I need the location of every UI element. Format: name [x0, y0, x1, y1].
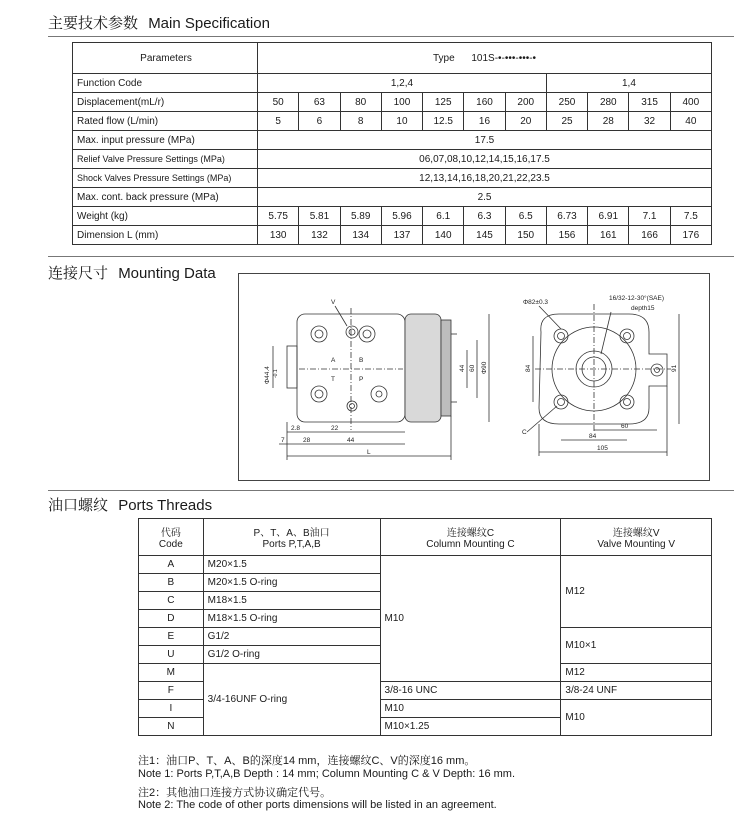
back-pressure-label: Max. cont. back pressure (MPa): [73, 188, 258, 207]
code-header-en: Code: [158, 539, 183, 550]
pt-header-en: Ports P,T,A,B: [262, 539, 321, 550]
dim-label: 44: [459, 364, 466, 372]
table-cell: 6.1: [423, 207, 464, 226]
v-cell: M10: [561, 700, 712, 736]
c-header-cn: 连接螺纹C: [446, 528, 495, 539]
dim-label: 60: [469, 364, 476, 372]
table-cell: 166: [629, 226, 670, 245]
table-cell: 137: [381, 226, 422, 245]
table-cell: 5.96: [381, 207, 422, 226]
table-row: [139, 556, 712, 574]
table-cell: 6.73: [546, 207, 587, 226]
table-cell: 50: [258, 93, 299, 112]
dim-label: 91: [671, 364, 678, 372]
function-code-row: [73, 74, 712, 93]
code-cell: F: [139, 682, 204, 700]
table-cell: 25: [546, 112, 587, 131]
code-cell: U: [139, 646, 204, 664]
dim-label: -0.1: [273, 369, 279, 378]
table-cell: 160: [464, 93, 505, 112]
dim-label: 16/32-12-30°(SAE): [609, 295, 664, 302]
table-cell: 250: [546, 93, 587, 112]
motor-section: [405, 314, 441, 422]
dim-label: 44: [347, 437, 355, 444]
table-cell: 32: [629, 112, 670, 131]
table-cell: 145: [464, 226, 505, 245]
table-cell: 280: [588, 93, 629, 112]
table-cell: 63: [299, 93, 340, 112]
c-header-en: Column Mounting C: [426, 539, 515, 550]
code-header-cn: 代码: [160, 528, 181, 539]
weight-label: Weight (kg): [73, 207, 258, 226]
table-cell: 134: [340, 226, 381, 245]
mounting-drawing: [238, 273, 710, 481]
port-label: V: [331, 299, 336, 306]
table-cell: 161: [588, 226, 629, 245]
dim-label: 84: [589, 433, 597, 440]
table-cell: 10: [381, 112, 422, 131]
note1-cn: 注1：油口P、T、A、B的深度14 mm，连接螺纹C、V的深度16 mm。: [138, 755, 476, 767]
table-cell: 176: [670, 226, 711, 245]
pt-cell: M20×1.5: [203, 556, 380, 574]
table-cell: 40: [670, 112, 711, 131]
table-cell: 156: [546, 226, 587, 245]
note2-cn: 注2：其他油口连接方式协议确定代号。: [138, 787, 332, 799]
table-cell: 6.91: [588, 207, 629, 226]
pt-cell: 3/4-16UNF O-ring: [203, 664, 380, 736]
pt-cell: M20×1.5 O-ring: [203, 574, 380, 592]
divider: [48, 490, 734, 491]
max-input-pressure-row: [73, 131, 712, 150]
note1-en: Note 1: Ports P,T,A,B Depth : 14 mm; Column Mounting C & V Depth: 16 mm.: [138, 768, 516, 780]
ports-title: [48, 494, 212, 515]
table-cell: 6: [299, 112, 340, 131]
relief-valve-label: Relief Valve Pressure Settings (MPa): [73, 150, 258, 169]
table-cell: 80: [340, 93, 381, 112]
type-label: Type: [432, 52, 455, 64]
shock-valves-row: [73, 169, 712, 188]
ports-title-en: Ports Threads: [118, 497, 213, 514]
dim-label: 28: [303, 437, 311, 444]
table-cell: 150: [505, 226, 546, 245]
code-cell: N: [139, 718, 204, 736]
code-cell: D: [139, 610, 204, 628]
function-code-group2: 1,4: [546, 74, 711, 93]
table-cell: 125: [423, 93, 464, 112]
pt-header-cn: P、T、A、B油口: [253, 528, 330, 539]
mounting-title-cn: 连接尺寸: [48, 265, 109, 282]
shock-valves-label: Shock Valves Pressure Settings (MPa): [73, 169, 258, 188]
v-cell: M12: [561, 664, 712, 682]
port-label: T: [331, 376, 335, 383]
port-label: A: [331, 357, 336, 364]
c-cell: M10: [380, 700, 561, 718]
divider: [48, 256, 734, 257]
table-cell: 200: [505, 93, 546, 112]
dim-label: 84: [525, 364, 532, 372]
table-cell: 400: [670, 93, 711, 112]
parameters-header: Parameters: [73, 43, 258, 74]
pt-cell: G1/2: [203, 628, 380, 646]
table-cell: 8: [340, 112, 381, 131]
v-header-cn: 连接螺纹V: [612, 528, 660, 539]
table-cell: 7.5: [670, 207, 711, 226]
v-cell: M10×1: [561, 628, 712, 664]
v-cell: M12: [561, 556, 712, 628]
table-cell: 315: [629, 93, 670, 112]
v-header-en: Valve Mounting V: [597, 539, 676, 550]
function-code-group1: 1,2,4: [258, 74, 547, 93]
code-cell: I: [139, 700, 204, 718]
table-cell: 6.5: [505, 207, 546, 226]
table-cell: 5.89: [340, 207, 381, 226]
displacement-label: Displacement(mL/r): [73, 93, 258, 112]
code-cell: B: [139, 574, 204, 592]
ports-title-cn: 油口螺纹: [48, 497, 109, 514]
table-cell: 140: [423, 226, 464, 245]
code-header: [139, 519, 204, 556]
dim-label: 2.8: [291, 425, 301, 432]
mounting-drawing-svg: [239, 274, 709, 480]
relief-valve-value: 06,07,08,10,12,14,15,16,17.5: [258, 150, 712, 169]
relief-valve-row: [73, 150, 712, 169]
left-view: [264, 299, 489, 460]
dim-label: C: [522, 429, 527, 436]
rated-flow-row: [73, 112, 712, 131]
type-header: [258, 43, 712, 74]
spec-table: [72, 42, 712, 245]
table-cell: 5: [258, 112, 299, 131]
mounting-title-en: Mounting Data: [118, 265, 216, 282]
dim-label: 7: [281, 437, 285, 444]
c-header: [380, 519, 561, 556]
spec-header-row: [73, 43, 712, 74]
c-cell: M10: [380, 556, 561, 682]
main-spec-title: [48, 12, 270, 33]
code-cell: M: [139, 664, 204, 682]
mounting-title: [48, 262, 216, 283]
v-cell: 3/8-24 UNF: [561, 682, 712, 700]
end-cap: [287, 346, 297, 388]
code-cell: C: [139, 592, 204, 610]
table-cell: 5.81: [299, 207, 340, 226]
v-header: [561, 519, 712, 556]
pt-header: [203, 519, 380, 556]
table-cell: 20: [505, 112, 546, 131]
table-cell: 16: [464, 112, 505, 131]
dim-label: 22: [331, 425, 339, 432]
table-cell: 5.75: [258, 207, 299, 226]
code-cell: E: [139, 628, 204, 646]
table-cell: 28: [588, 112, 629, 131]
displacement-row: [73, 93, 712, 112]
stator-ring: [441, 320, 451, 416]
divider: [48, 36, 734, 37]
dim-label: 60: [621, 423, 629, 430]
shock-valves-value: 12,13,14,16,18,20,21,22,23.5: [258, 169, 712, 188]
ports-table: [138, 518, 712, 736]
table-cell: 132: [299, 226, 340, 245]
table-cell: 7.1: [629, 207, 670, 226]
main-spec-title-cn: 主要技术参数: [48, 15, 139, 32]
code-cell: A: [139, 556, 204, 574]
dim-label: depth15: [631, 305, 655, 312]
main-spec-title-en: Main Specification: [148, 15, 270, 32]
dim-label: L: [367, 449, 371, 456]
dim-label: 105: [597, 445, 608, 452]
note2-en: Note 2: The code of other ports dimensions will be listed in an agreement.: [138, 799, 497, 811]
rated-flow-label: Rated flow (L/min): [73, 112, 258, 131]
max-input-pressure-label: Max. input pressure (MPa): [73, 131, 258, 150]
ports-header-row: [139, 519, 712, 556]
type-code: 101S-•-•••-•••-•: [471, 52, 537, 64]
port-label: B: [359, 357, 364, 364]
dim-label: Φ44.4: [264, 366, 271, 384]
table-cell: 12.5: [423, 112, 464, 131]
c-cell: M10×1.25: [380, 718, 561, 736]
port-label: P: [359, 376, 364, 383]
function-code-label: Function Code: [73, 74, 258, 93]
dim-label: Φ82±0.3: [523, 299, 549, 306]
c-cell: 3/8-16 UNC: [380, 682, 561, 700]
pt-cell: M18×1.5 O-ring: [203, 610, 380, 628]
dim-label: Φ90: [481, 361, 488, 374]
weight-row: [73, 207, 712, 226]
right-view: [522, 294, 679, 456]
dimension-label: Dimension L (mm): [73, 226, 258, 245]
dimension-row: [73, 226, 712, 245]
back-pressure-value: 2.5: [258, 188, 712, 207]
table-cell: 6.3: [464, 207, 505, 226]
pt-cell: M18×1.5: [203, 592, 380, 610]
table-cell: 130: [258, 226, 299, 245]
back-pressure-row: [73, 188, 712, 207]
pt-cell: G1/2 O-ring: [203, 646, 380, 664]
max-input-pressure-value: 17.5: [258, 131, 712, 150]
table-cell: 100: [381, 93, 422, 112]
